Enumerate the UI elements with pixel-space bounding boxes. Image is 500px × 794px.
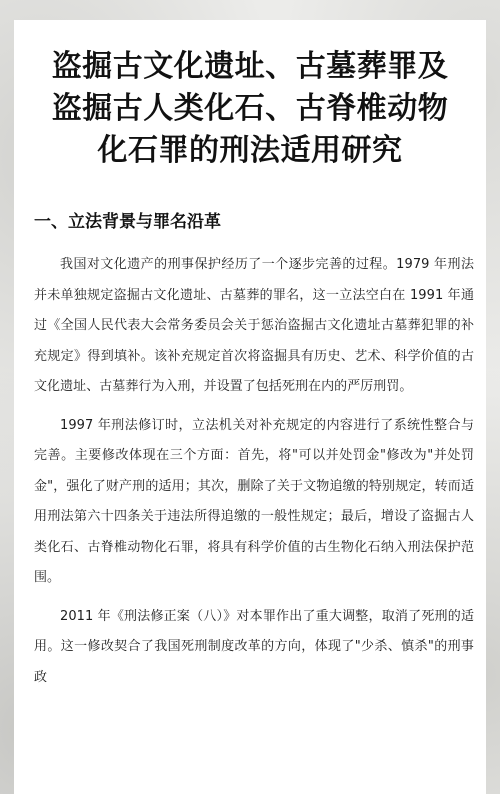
paragraph-1: 我国对文化遗产的刑事保护经历了一个逐步完善的过程。1979 年刑法并未单独规定盗掘古文化遗址、古墓葬的罪名，这一立法空白在 1991 年通过《全国人民代表大会常务委员会关于惩治盗掘古文化遗址古墓葬犯罪的补充规定》得到填补。该补充规定首次将盗掘具有历史、艺术、科学价值的古文化遗址、古墓葬行为入刑，并设置了包括死刑在内的严厉刑罚。 bbox=[34, 257, 474, 394]
title-line-1: 盗掘古文化遗址、古墓葬罪及 bbox=[51, 49, 449, 84]
paragraph-3: 2011 年《刑法修正案（八）》对本罪作出了重大调整，取消了死刑的适用。这一修改契合了我国死刑制度改革的方向，体现了"少杀、慎杀"的刑事政 bbox=[34, 608, 474, 685]
section-heading: 一、立法背景与罪名沿革 bbox=[34, 212, 221, 232]
title-line-2: 盗掘古人类化石、古脊椎动物 bbox=[51, 91, 449, 126]
document-body bbox=[34, 250, 474, 701]
title-line-3: 化石罪的刑法适用研究 bbox=[97, 133, 403, 168]
document-page bbox=[14, 20, 486, 794]
paragraph-2: 1997 年刑法修订时，立法机关对补充规定的内容进行了系统性整合与完善。主要修改体现在三个方面：首先，将"可以并处罚金"修改为"并处罚金"，强化了财产刑的适用；其次，删除了关于文物追缴的特别规定，转而适用刑法第六十四条关于违法所得追缴的一般性规定；最后，增设了盗掘古人类化石、古脊椎动物化石罪，将具有科学价值的古生物化石纳入刑法保护范围。 bbox=[34, 417, 474, 585]
document-title bbox=[14, 46, 486, 172]
